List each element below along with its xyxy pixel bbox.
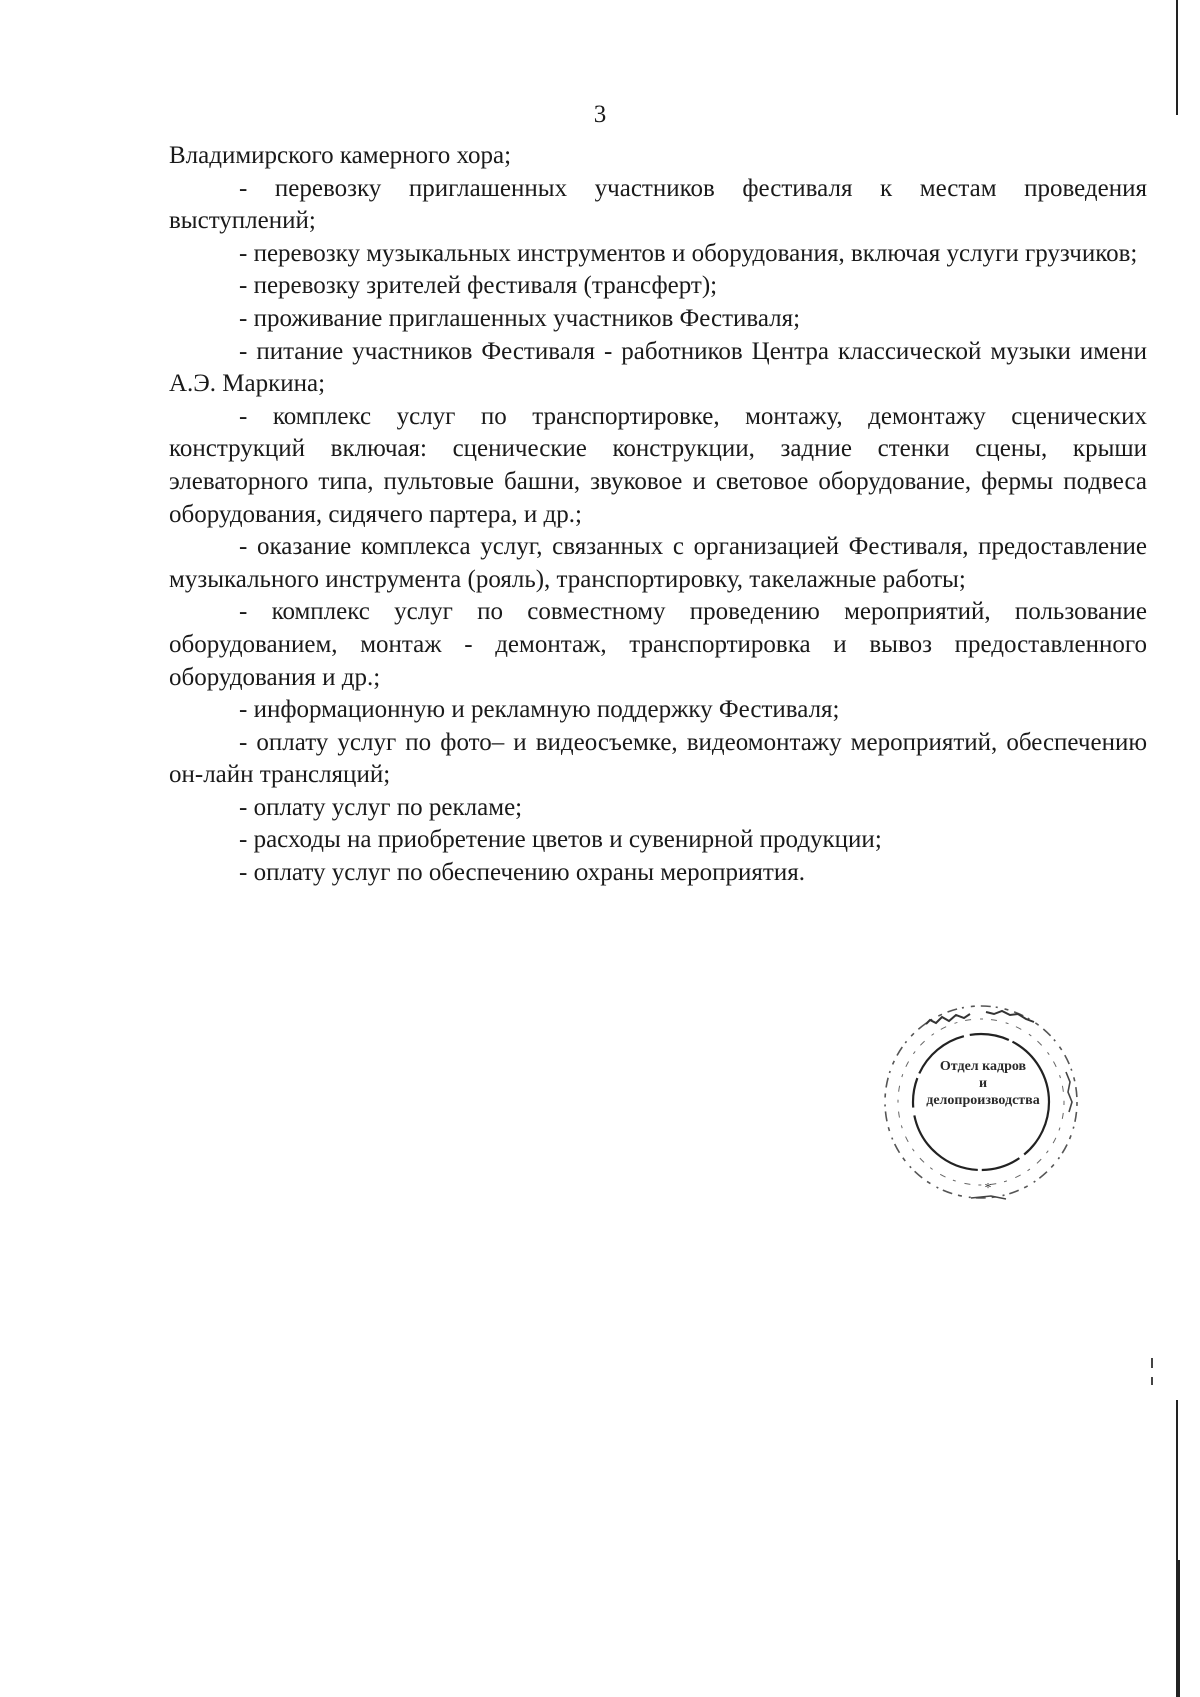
scan-edge-line [1178, 1560, 1180, 1697]
stamp-text [904, 1058, 1062, 1109]
stamp-line: и [978, 1076, 988, 1091]
stamp [866, 1002, 1094, 1202]
stamp-line: делопроизводства [926, 1093, 1040, 1108]
body-text [169, 140, 1147, 890]
list-item: - оплату услуг по фото– и видеосъемке, видеомонтажу мероприятий, обеспечению он-лайн трансляций; [169, 728, 1147, 789]
stamp-line: Отдел кадров [939, 1059, 1027, 1074]
list-item: - оплату услуг по обеспечению охраны мероприятия. [239, 859, 805, 887]
scan-edge-mark [1151, 1377, 1153, 1385]
list-item: - комплекс услуг по совместному проведению мероприятий, пользование оборудованием, монтаж - демонтаж, транспортировка и вывоз предоставленного оборудования и др.; [169, 598, 1147, 691]
list-item: - питание участников Фестиваля - работников Центра классической музыки имени А.Э. Маркина; [169, 337, 1147, 398]
list-item: - перевозку приглашенных участников фестиваля к местам проведения выступлений; [169, 174, 1147, 235]
list-item: - расходы на приобретение цветов и сувенирной продукции; [239, 826, 882, 854]
scan-edge-line [1176, 0, 1178, 115]
svg-text:*: * [984, 1181, 992, 1196]
list-item: - оплату услуг по рекламе; [239, 793, 523, 821]
scan-edge-mark [1151, 1358, 1153, 1368]
list-item: - перевозку музыкальных инструментов и оборудования, включая услуги грузчиков; [239, 239, 1138, 267]
paragraph: Владимирского камерного хора; [169, 142, 512, 169]
list-item: - информационную и рекламную поддержку Фестиваля; [239, 696, 840, 724]
page-number: 3 [593, 101, 607, 128]
list-item: - комплекс услуг по транспортировке, монтажу, демонтажу сценических конструкций включая: сценические конструкции, задние стенки сцены, крыши элеваторного типа, пультовые башни, звуковое и световое оборудование, фермы подвеса оборудования, сидячего партера, и др.; [169, 402, 1147, 528]
list-item: - проживание приглашенных участников Фестиваля; [239, 304, 801, 332]
list-item: - оказание комплекса услуг, связанных с организацией Фестиваля, предоставление музыкального инструмента (рояль), транспортировку, такелажные работы; [169, 533, 1147, 593]
list-item: - перевозку зрителей фестиваля (трансферт); [239, 272, 718, 300]
